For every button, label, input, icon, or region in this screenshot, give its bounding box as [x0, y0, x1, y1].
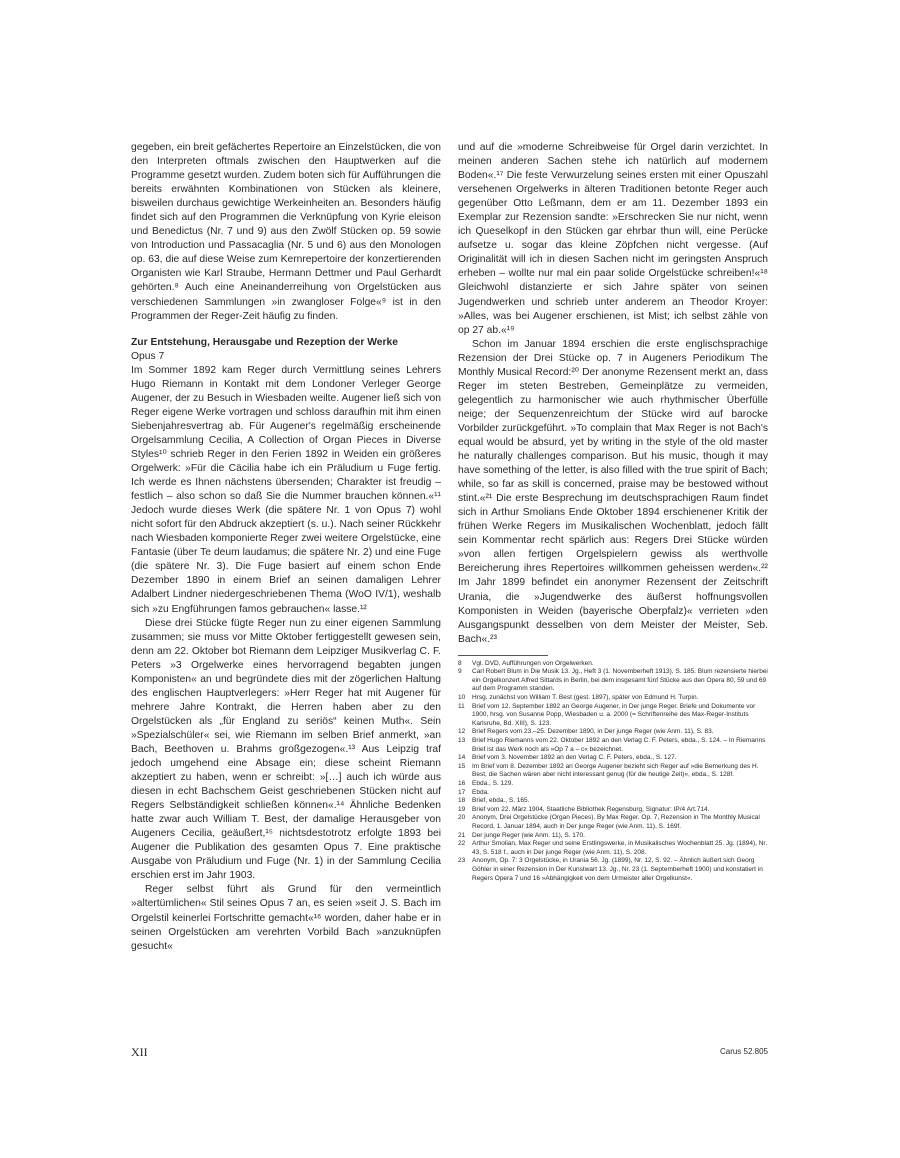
- left-text-column: [131, 141, 441, 954]
- footnote: [458, 763, 768, 780]
- footnote-number: 11: [458, 702, 465, 710]
- footnote: [458, 832, 768, 841]
- footnote-text: Brief Regers vom 23.–25. Dezember 1890, in Der junge Reger (wie Anm. 11), S. 83.: [472, 728, 714, 736]
- footnote: [458, 789, 768, 798]
- footnote-number: 21: [458, 831, 466, 839]
- footnote-number: 14: [458, 754, 466, 762]
- footnote-text: Anonym, Op. 7: 3 Orgelstücke, in Urania 56. Jg. (1899), Nr. 12, S. 92. – Ähnlich äußert sich Georg Göhler in einer Rezension in Der Kunstwart 13. Jg., Nr. 23 (1. Septemberheft 1900) und konstatiert in Regers Opera 7 und 16 »Abhängigkeit von dem Urmeister aller Orgelkunst«.: [472, 857, 763, 882]
- page-number: XII: [131, 1045, 148, 1059]
- footnote-text: Hrsg. zunächst von William T. Best (gest. 1897), später von Edmund H. Turpin.: [472, 694, 699, 702]
- paragraph: Schon im Januar 1894 erschien die erste englischsprachige Rezension der Drei Stücke op. 7 in Augeners Periodikum The Monthly Musical Record:²⁰ Der anonyme Rezensent merkt an, dass Reger im steten Bestreben, Gemeinplätze zu vermeiden, gelegentlich zu harmonischer wie auch rhythmischer Überfülle neige; der Sequenzenreichtum der Stücke wird auf barocke Vorbilder zurückgeführt. »To complain that Max Reger is not Bach's equal would be absurd, yet by writing in the style of the old master he naturally challenges comparison. But his music, though it may have something of the letter, is also filled with the true spirit of Bach; while, so far as skill is concerned, praise may be bestowed without stint.«²¹ Die erste Besprechung im deutschsprachigen Raum findet sich in Arthur Smolians Ende Oktober 1894 erschienener Kritik der frühen Werke Regers im Musikalischen Wochenblatt, jedoch fällt sein Kommentar recht spärlich aus: Regers Drei Stücke würden »von allen fertigen Orgelspielern gewiss als werthvolle Bereicherung ihres Repertoires willkommen geheissen werden«.²² Im Jahr 1899 befindet ein anonymer Rezensent der Zeitschrift Urania, die »Jugendwerke des äußerst hoffnungsvollen Komponisten in Weiden (bayerische Oberpfalz)« verrieten »den Ausgangspunkt desselben von dem Meister der Meister, Seb. Bach«.²³: [458, 338, 768, 645]
- section-subheading: Opus 7: [131, 350, 165, 362]
- footnote: [458, 806, 768, 815]
- footnote: [458, 840, 768, 857]
- footnote-number: 23: [458, 857, 466, 865]
- right-text-column: [458, 141, 768, 883]
- footnote-text: Anonym, Drei Orgelstücke (Organ Pieces). By Max Reger. Op. 7, Rezension in The Monthly Musical Record, 1. Januar 1894, auch in Der junge Reger (wie Anm. 11), S. 169f.: [472, 814, 760, 830]
- footnote: [458, 797, 768, 806]
- footnote: [458, 660, 768, 669]
- footnote-number: 19: [458, 805, 466, 813]
- footnote-text: Brief vom 3. November 1892 an den Verlag C. F. Peters, ebda., S. 127.: [472, 754, 677, 762]
- footnote-number: 18: [458, 797, 466, 805]
- footnote: [458, 814, 768, 831]
- catalog-number: Carus 52.805: [719, 1047, 768, 1056]
- footnote-divider: [458, 655, 548, 656]
- paragraph: Reger selbst führt als Grund für den vermeintlich »altertümlichen« Stil seines Opus 7 an, es seien »seit J. S. Bach im Orgelstil keinerlei Fortschritte gemacht«¹⁶ worden, daher habe er in seinen Orgelstücken am verehrten Vorbild Bach »anzuknüpfen gesucht«: [131, 884, 441, 952]
- paragraph: Diese drei Stücke fügte Reger nun zu einer eigenen Sammlung zusammen; sie muss vor Mitte Oktober fertiggestellt gewesen sein, denn am 22. Oktober bot Riemann dem Leipziger Musikverlag C. F. Peters »3 Orgelwerke eines hervorragend begabten jungen Komponisten« an und begründete dies mit der zögerlichen Haltung des englischen Hauptverlegers: »Herr Reger hat mit Augener für mehrere Jahre Kontrakt, die Herren haben aber zu den Orgelstücken als „für England zu seriös“ keinen Muth«. Sein »Spezialschüler« sei, wie Riemann im selben Brief anmerkt, »an Bach, Beethoven u. Brahms großgezogen«.¹³ Aus Leipzig traf jedoch umgehend eine Absage ein; diese scheint Riemann akzeptiert zu haben, wenn er schreibt: »[…] auch ich würde aus diesen in echt Bachschem Geist geschriebenen Stücken nicht auf Regers Selbständigkeit schließen können«.¹⁴ Ähnliche Bedenken hatte zwar auch William T. Best, der damalige Herausgeber von Augeners Cecilia, geäußert,¹⁵ nichtsdestotrotz erfolgte 1893 bei Augener die Publikation des gesamten Opus 7. Eine praktische Ausgabe von Präludium und Fuge (Nr. 1) in der Sammlung Cecilia erschien erst im Jahr 1903.: [131, 617, 441, 882]
- footnote-number: 13: [458, 737, 466, 745]
- footnotes-block: [458, 660, 768, 883]
- footnote-text: Ebda.: [472, 788, 489, 796]
- footnote-number: 9: [458, 668, 462, 676]
- footnote-number: 16: [458, 780, 466, 787]
- footnote-text: Arthur Smolian, Max Reger und seine Erstlingswerke, in Musikalisches Wochenblatt 25. Jg. (1894), Nr. 43, S. 518 f., auch in Der junge Reger (wie Anm. 11), S. 208.: [472, 840, 768, 856]
- footnote-number: 15: [458, 762, 466, 770]
- paragraph: Im Sommer 1892 kam Reger durch Vermittlung seines Lehrers Hugo Riemann in Kontakt mit dem Londoner Verleger George Augener, der zu Besuch in Wiesbaden weilte. Augener ließ sich von Reger eigene Werke vortragen und schloss daraufhin mit ihm einen Siebenjahresvertrag ab. Für Augener's regelmäßig erscheinende Orgelsammlung Cecilia, A Collection of Organ Pieces in Diverse Styles¹⁰ schrieb Reger in den Ferien 1892 in Weiden ein größeres Orgelwerk: »Für die Cäcilia habe ich ein Präludium u Fuge fertig. Ich werde es Ihnen nächstens übersenden; Charakter ist freudig – festlich – also schon so daß Sie die Nummer brauchen können.«¹¹ Jedoch wurde dieses Werk (die spätere Nr. 1 von Opus 7) wohl nicht sofort für den Abdruck akzeptiert (s. u.). Nach seiner Rückkehr nach Wiesbaden komponierte Reger zwei weitere Orgelstücke, eine Fantasie (über Te deum laudamus; die spätere Nr. 2) und eine Fuge (die spätere Nr. 3). Die Fuge basiert auf einem schon Ende Dezember 1890 in einem Brief an seinen damaligen Lehrer Adalbert Lindner niedergeschriebenen Thema (WoO IV/1), weshalb sich »zu Engführungen famos gebrauchen« lasse.¹²: [131, 364, 441, 615]
- footnote-text: Vgl. DVD, Aufführungen von Orgelwerken.: [472, 659, 594, 667]
- footnote: [458, 780, 768, 789]
- footnote-number: 10: [458, 694, 466, 702]
- footnote: [458, 737, 768, 754]
- footnote-number: 12: [458, 728, 466, 736]
- footnote: [458, 728, 768, 737]
- footnote: [458, 703, 768, 729]
- footnote: [458, 754, 768, 763]
- footnote-text: Im Brief vom 8. Dezember 1892 an George Augener bezieht sich Reger auf »die Bemerkung des H. Best, die Sachen wären aber nicht interessant genug (für die heutige Zeit)«, ebda., S. 128f.: [472, 762, 759, 779]
- footnote-number: 22: [458, 840, 466, 848]
- section-heading: Zur Entstehung, Herausgabe und Rezeption der Werke: [131, 336, 398, 348]
- footnote-text: Der junge Reger (wie Anm. 11), S. 170.: [472, 831, 585, 839]
- footnote-number: 8: [458, 659, 462, 667]
- footnote-number: 20: [458, 814, 466, 822]
- footnote-text: Carl Robert Blum in Die Musik 13. Jg., Heft 3 (1. Novemberheft 1913), S. 185. Blum rezensierte hierbei ein Orgelkonzert Alfred Sittards in Berlin, bei dem insgesamt fünf Stücke aus den Opera 80, 59 und 69 auf dem Programm standen.: [472, 668, 768, 693]
- footnote: [458, 857, 768, 883]
- footnote-number: 17: [458, 788, 466, 796]
- footnote-text: Ebda., S. 129.: [472, 780, 514, 787]
- paragraph: und auf die »moderne Schreibweise für Orgel darin verzichtet. In meinen anderen Sachen stehe ich natürlich auf modernem Boden«.¹⁷ Die feste Verwurzelung seines ersten mit einer Opuszahl versehenen Orgelwerks in älteren Traditionen betonte Reger auch gegenüber Otto Leßmann, dem er am 11. Dezember 1893 ein Exemplar zur Rezension sandte: »Erschrecken Sie nur nicht, wenn ich Queselkopf in den Stücken gar ehrbar thun will, eine Perücke aufsetze u. sogar das kleine Zöpfchen nicht vergesse. (Auf Originalität will ich in diesen Sachen nicht im geringsten Anspruch erheben – wollte nur mal ein paar solide Orgelstücke schreiben!«¹⁸ Gleichwohl distanzierte er sich Jahre später von seinen Jugendwerken und schrieb unter anderem an Theodor Kroyer: »Alles, was bei Augener erschienen, ist Mist; ich selbst zähle von op 27 ab.«¹⁹: [458, 142, 768, 336]
- footnote-text: Brief Hugo Riemanns vom 22. Oktober 1892 an den Verlag C. F. Peters, ebda., S. 124. – In Riemanns Brief ist das Werk noch als »Op 7 a – c« bezeichnet.: [472, 737, 766, 753]
- footnote: [458, 694, 768, 703]
- paragraph: gegeben, ein breit gefächertes Repertoire an Einzelstücken, die von den Interpreten oftmals zwischen den Hauptwerken auf die Programme gesetzt wurden. Zudem boten sich für Aufführungen die bereits erwähnten Kombinationen von Stücken als kleinere, bisweilen durchaus gewichtige Werkeinheiten an. Besonders häufig findet sich auf den Programmen die Verknüpfung von Kyrie eleison und Benedictus (Nr. 7 und 9) aus den Zwölf Stücken op. 59 sowie von Introduction und Passacaglia (Nr. 5 und 6) aus den Monologen op. 63, die auf diese Weise zum Kernrepertoire der konzertierenden Organisten wie Karl Straube, Hermann Dettmer und Paul Gerhardt gehörten.⁸ Auch eine Aneinanderreihung von Orgelstücken aus verschiedenen Sammlungen »in zwangloser Folge«⁹ ist in den Programmen der Reger-Zeit häufig zu finden.: [131, 142, 441, 322]
- footnote-text: Brief vom 12. September 1892 an George Augener, in Der junge Reger. Briefe und Dokumente vor 1900, hrsg. von Susanne Popp, Wiesbaden u. a. 2000 (= Schriftenreihe des Max-Reger-Instituts Karlsruhe, Bd. XIII), S. 123.: [472, 702, 756, 727]
- footnote-text: Brief vom 22. März 1904, Staatliche Bibliothek Regensburg, Signatur: IP/4 Art.714.: [472, 805, 710, 813]
- footnote: [458, 668, 768, 694]
- footnote-text: Brief, ebda., S. 165.: [472, 797, 530, 805]
